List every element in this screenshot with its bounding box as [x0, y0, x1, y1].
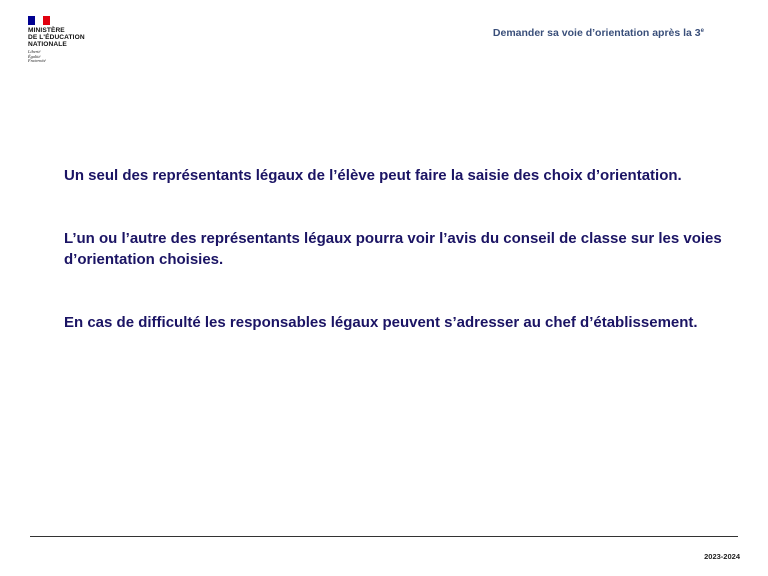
motto-fraternite: Fraternité: [28, 58, 46, 64]
slide-body: [64, 165, 724, 375]
slide-header-title: [493, 27, 704, 39]
header-title-text: Demander sa voie d’orientation après la 3: [492, 27, 701, 39]
ministry-name-line-3: NATIONALE: [28, 41, 67, 48]
ministry-name-line-2: DE L'ÉDUCATION: [28, 34, 85, 41]
french-flag-icon: [28, 16, 50, 25]
footer-divider: [30, 536, 738, 537]
ministry-name-line-1: MINISTÈRE: [28, 27, 65, 34]
paragraph-contact-principal: En cas de difficulté les responsables légaux peuvent s’adresser au chef d’établissement.: [64, 314, 698, 331]
paragraph-single-guardian: Un seul des représentants légaux de l’élève peut faire la saisie des choix d’orientation.: [64, 167, 682, 184]
paragraph-class-council-opinion: L’un ou l’autre des représentants légaux pourra voir l’avis du conseil de classe sur les voies d’orientation choisies.: [64, 230, 722, 268]
motto-egalite: Égalité: [28, 53, 41, 59]
motto-liberte: Liberté: [28, 49, 41, 54]
ministry-logo: [28, 16, 118, 64]
republic-motto: [28, 50, 118, 64]
school-year-label: 2023-2024: [704, 552, 740, 561]
header-title-superscript: e: [700, 28, 704, 34]
